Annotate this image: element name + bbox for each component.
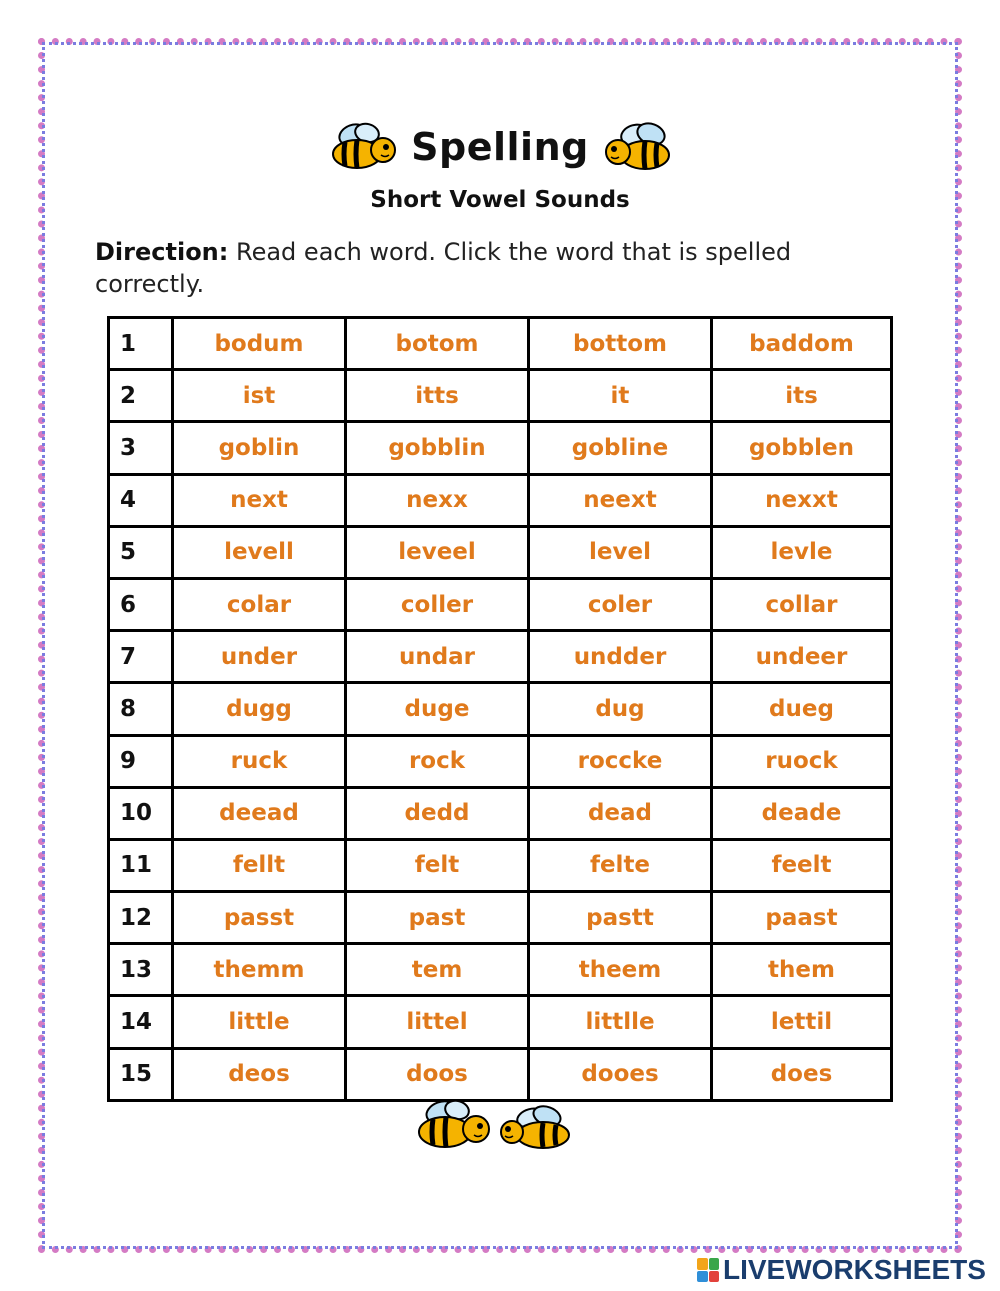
- table-row: [109, 996, 892, 1048]
- table-row: [109, 474, 892, 526]
- word-option[interactable]: undar: [346, 631, 529, 683]
- word-option[interactable]: level: [529, 526, 712, 578]
- table-row: [109, 578, 892, 630]
- word-option[interactable]: fellt: [173, 839, 346, 891]
- table-row: [109, 526, 892, 578]
- word-option[interactable]: nexxt: [712, 474, 892, 526]
- word-option[interactable]: it: [529, 370, 712, 422]
- word-option[interactable]: nexx: [346, 474, 529, 526]
- word-option[interactable]: felte: [529, 839, 712, 891]
- word-option[interactable]: themm: [173, 944, 346, 996]
- word-option[interactable]: ist: [173, 370, 346, 422]
- word-option[interactable]: deead: [173, 787, 346, 839]
- word-option[interactable]: pastt: [529, 892, 712, 944]
- direction-label: Direction:: [95, 238, 229, 266]
- row-number: 7: [109, 631, 173, 683]
- row-number: 4: [109, 474, 173, 526]
- word-option[interactable]: bodum: [173, 318, 346, 370]
- logo-text: LIVEWORKSHEETS: [723, 1254, 986, 1285]
- word-option[interactable]: under: [173, 631, 346, 683]
- word-option[interactable]: dead: [529, 787, 712, 839]
- word-option[interactable]: itts: [346, 370, 529, 422]
- word-option[interactable]: bottom: [529, 318, 712, 370]
- word-option[interactable]: leveel: [346, 526, 529, 578]
- bees-decoration: [413, 1098, 588, 1153]
- word-option[interactable]: gobblin: [346, 422, 529, 474]
- row-number: 1: [109, 318, 173, 370]
- bee-icon: [327, 122, 399, 172]
- row-number: 3: [109, 422, 173, 474]
- table-row: [109, 318, 892, 370]
- table-row: [109, 839, 892, 891]
- word-option[interactable]: collar: [712, 578, 892, 630]
- word-option[interactable]: dooes: [529, 1048, 712, 1100]
- word-option[interactable]: duge: [346, 683, 529, 735]
- word-option[interactable]: botom: [346, 318, 529, 370]
- word-option[interactable]: coler: [529, 578, 712, 630]
- word-option[interactable]: gobblen: [712, 422, 892, 474]
- word-option[interactable]: lettil: [712, 996, 892, 1048]
- row-number: 6: [109, 578, 173, 630]
- table-row: [109, 944, 892, 996]
- word-option[interactable]: does: [712, 1048, 892, 1100]
- word-option[interactable]: baddom: [712, 318, 892, 370]
- word-option[interactable]: levell: [173, 526, 346, 578]
- word-option[interactable]: neext: [529, 474, 712, 526]
- word-option[interactable]: roccke: [529, 735, 712, 787]
- page-title: Spelling: [411, 125, 589, 169]
- word-option[interactable]: dueg: [712, 683, 892, 735]
- row-number: 9: [109, 735, 173, 787]
- word-option[interactable]: next: [173, 474, 346, 526]
- row-number: 11: [109, 839, 173, 891]
- table-row: [109, 735, 892, 787]
- word-option[interactable]: paast: [712, 892, 892, 944]
- word-option[interactable]: littlle: [529, 996, 712, 1048]
- word-option[interactable]: dedd: [346, 787, 529, 839]
- word-option[interactable]: past: [346, 892, 529, 944]
- word-option[interactable]: deos: [173, 1048, 346, 1100]
- spelling-table: [107, 316, 893, 1102]
- table-row: [109, 422, 892, 474]
- bee-icon: [501, 1103, 569, 1148]
- word-option[interactable]: doos: [346, 1048, 529, 1100]
- word-option[interactable]: gobline: [529, 422, 712, 474]
- row-number: 12: [109, 892, 173, 944]
- row-number: 2: [109, 370, 173, 422]
- word-option[interactable]: them: [712, 944, 892, 996]
- table-row: [109, 892, 892, 944]
- word-option[interactable]: tem: [346, 944, 529, 996]
- row-number: 8: [109, 683, 173, 735]
- word-option[interactable]: ruck: [173, 735, 346, 787]
- direction-instructions: Read each word. Click the word that is spelled correctly.: [95, 238, 792, 298]
- word-option[interactable]: little: [173, 996, 346, 1048]
- word-option[interactable]: feelt: [712, 839, 892, 891]
- word-option[interactable]: passt: [173, 892, 346, 944]
- bee-icon: [601, 122, 673, 172]
- liveworksheets-logo[interactable]: [697, 1255, 986, 1285]
- bee-icon: [419, 1098, 489, 1147]
- table-row: [109, 631, 892, 683]
- table-row: [109, 683, 892, 735]
- liveworksheets-logo-icon: [697, 1258, 719, 1282]
- row-number: 14: [109, 996, 173, 1048]
- word-option[interactable]: deade: [712, 787, 892, 839]
- row-number: 15: [109, 1048, 173, 1100]
- word-option[interactable]: theem: [529, 944, 712, 996]
- word-option[interactable]: levle: [712, 526, 892, 578]
- word-option[interactable]: colar: [173, 578, 346, 630]
- row-number: 10: [109, 787, 173, 839]
- word-option[interactable]: ruock: [712, 735, 892, 787]
- table-row: [109, 1048, 892, 1100]
- word-option[interactable]: littel: [346, 996, 529, 1048]
- row-number: 5: [109, 526, 173, 578]
- word-option[interactable]: undeer: [712, 631, 892, 683]
- page-subtitle: Short Vowel Sounds: [370, 187, 630, 213]
- table-row: [109, 787, 892, 839]
- word-option[interactable]: felt: [346, 839, 529, 891]
- word-option[interactable]: coller: [346, 578, 529, 630]
- word-option[interactable]: rock: [346, 735, 529, 787]
- row-number: 13: [109, 944, 173, 996]
- word-option[interactable]: undder: [529, 631, 712, 683]
- title-row: [0, 112, 1000, 182]
- word-option[interactable]: dugg: [173, 683, 346, 735]
- table-row: [109, 370, 892, 422]
- word-option[interactable]: its: [712, 370, 892, 422]
- word-option[interactable]: dug: [529, 683, 712, 735]
- word-option[interactable]: goblin: [173, 422, 346, 474]
- direction-text: [95, 236, 855, 300]
